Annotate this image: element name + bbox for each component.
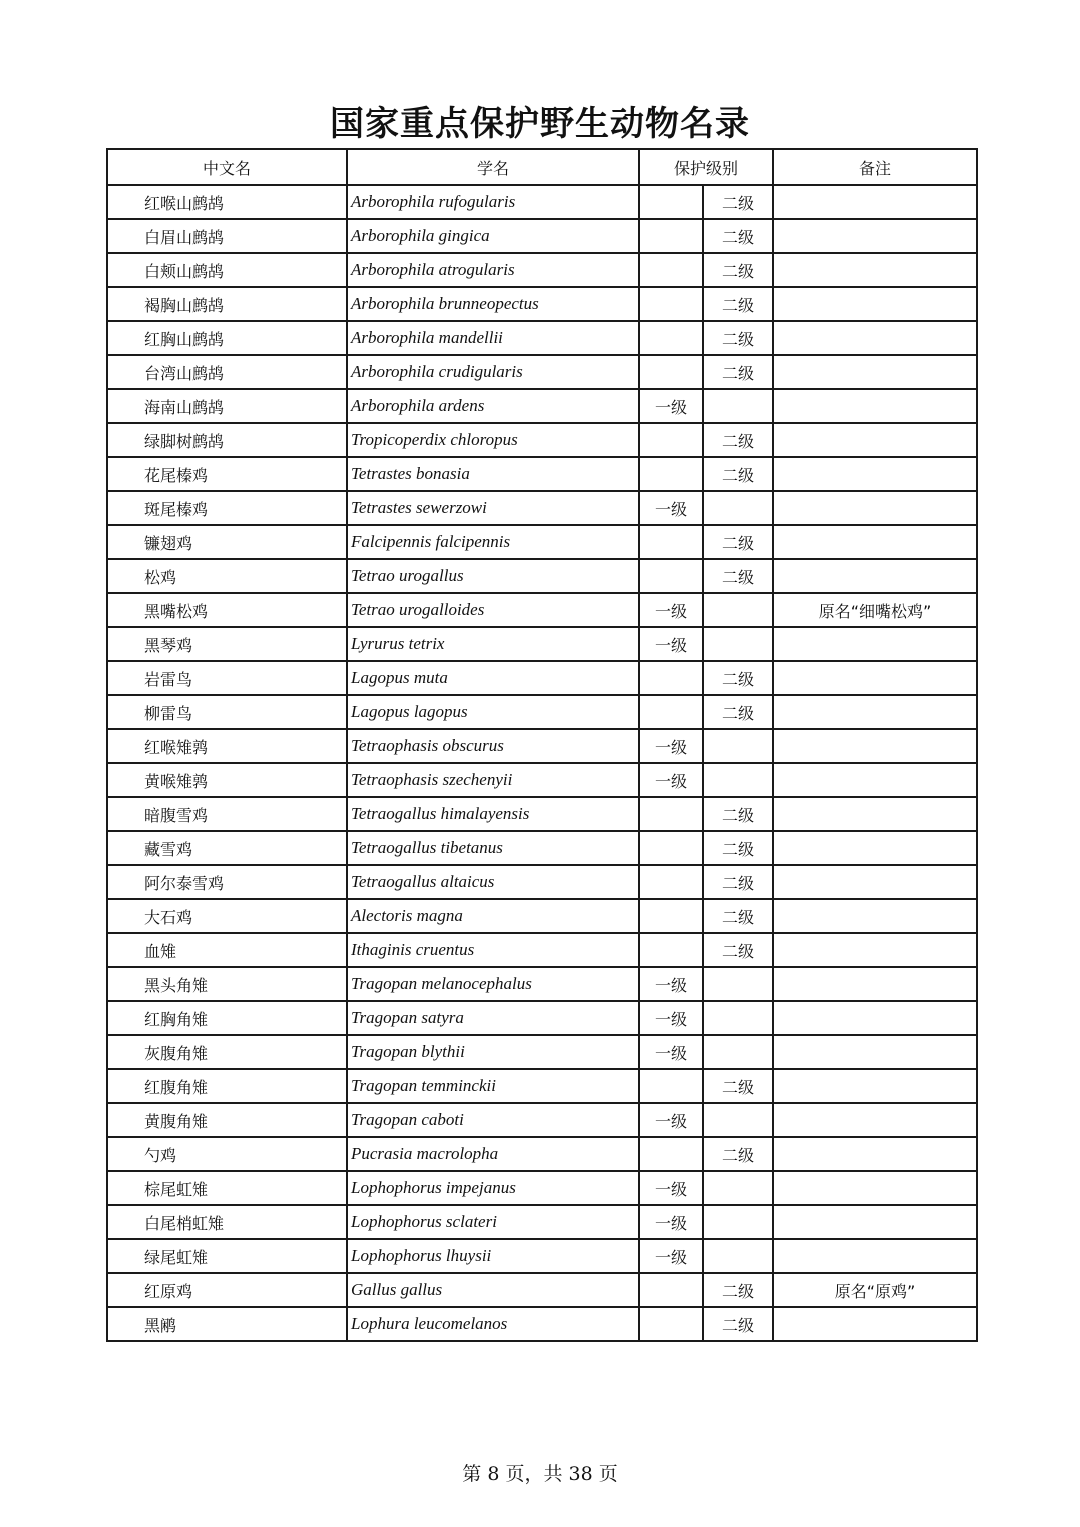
remarks-cell (773, 763, 977, 797)
remarks-cell (773, 899, 977, 933)
table-row (107, 321, 977, 355)
level-one-cell (639, 287, 703, 321)
table-row (107, 559, 977, 593)
remarks-cell (773, 695, 977, 729)
chinese-name-cell: 花尾榛鸡 (107, 457, 347, 491)
chinese-name-cell: 黑鹇 (107, 1307, 347, 1341)
remarks-cell (773, 1239, 977, 1273)
level-two-cell (703, 593, 773, 627)
header-chinese-name: 中文名 (107, 149, 347, 185)
level-one-cell: 一级 (639, 593, 703, 627)
page-title: 国家重点保护野生动物名录 (330, 104, 750, 144)
remarks-cell (773, 423, 977, 457)
level-one-cell (639, 321, 703, 355)
level-one-cell (639, 1307, 703, 1341)
chinese-name-cell: 绿尾虹雉 (107, 1239, 347, 1273)
table-row (107, 287, 977, 321)
level-one-cell (639, 1137, 703, 1171)
remarks-cell (773, 321, 977, 355)
level-two-cell: 二级 (703, 797, 773, 831)
scientific-name-cell: Tragopan satyra (347, 1001, 639, 1035)
chinese-name-cell: 红胸山鹧鸪 (107, 321, 347, 355)
level-two-cell (703, 1035, 773, 1069)
level-two-cell: 二级 (703, 1273, 773, 1307)
header-scientific-name: 学名 (347, 149, 639, 185)
table-row (107, 797, 977, 831)
chinese-name-cell: 血雉 (107, 933, 347, 967)
scientific-name-cell: Arborophila atrogularis (347, 253, 639, 287)
chinese-name-cell: 白尾梢虹雉 (107, 1205, 347, 1239)
chinese-name-cell: 绿脚树鹧鸪 (107, 423, 347, 457)
level-one-cell: 一级 (639, 1001, 703, 1035)
chinese-name-cell: 白眉山鹧鸪 (107, 219, 347, 253)
level-two-cell: 二级 (703, 185, 773, 219)
table-row (107, 1171, 977, 1205)
scientific-name-cell: Falcipennis falcipennis (347, 525, 639, 559)
scientific-name-cell: Arborophila brunneopectus (347, 287, 639, 321)
remarks-cell (773, 865, 977, 899)
level-one-cell (639, 219, 703, 253)
chinese-name-cell: 黄喉雉鹑 (107, 763, 347, 797)
level-two-cell (703, 1001, 773, 1035)
level-one-cell (639, 797, 703, 831)
scientific-name-cell: Arborophila rufogularis (347, 185, 639, 219)
table-row (107, 831, 977, 865)
chinese-name-cell: 柳雷鸟 (107, 695, 347, 729)
table-row (107, 763, 977, 797)
level-one-cell (639, 185, 703, 219)
scientific-name-cell: Tetraogallus tibetanus (347, 831, 639, 865)
table-row (107, 219, 977, 253)
scientific-name-cell: Tetraogallus himalayensis (347, 797, 639, 831)
scientific-name-cell: Tetrao urogallus (347, 559, 639, 593)
scientific-name-cell: Lagopus lagopus (347, 695, 639, 729)
scientific-name-cell: Tetrastes bonasia (347, 457, 639, 491)
remarks-cell (773, 525, 977, 559)
level-two-cell: 二级 (703, 831, 773, 865)
table-row (107, 1069, 977, 1103)
remarks-cell (773, 967, 977, 1001)
chinese-name-cell: 镰翅鸡 (107, 525, 347, 559)
remarks-cell (773, 253, 977, 287)
chinese-name-cell: 松鸡 (107, 559, 347, 593)
level-one-cell (639, 899, 703, 933)
chinese-name-cell: 红胸角雉 (107, 1001, 347, 1035)
remarks-cell (773, 729, 977, 763)
scientific-name-cell: Ithaginis cruentus (347, 933, 639, 967)
level-two-cell: 二级 (703, 1069, 773, 1103)
table-row (107, 729, 977, 763)
chinese-name-cell: 台湾山鹧鸪 (107, 355, 347, 389)
level-two-cell: 二级 (703, 899, 773, 933)
level-one-cell: 一级 (639, 1205, 703, 1239)
chinese-name-cell: 红喉雉鹑 (107, 729, 347, 763)
level-two-cell: 二级 (703, 1307, 773, 1341)
table-row (107, 661, 977, 695)
remarks-cell (773, 1137, 977, 1171)
table-row (107, 627, 977, 661)
table-row (107, 695, 977, 729)
remarks-cell (773, 355, 977, 389)
chinese-name-cell: 藏雪鸡 (107, 831, 347, 865)
level-two-cell: 二级 (703, 1137, 773, 1171)
remarks-cell (773, 559, 977, 593)
remarks-cell (773, 185, 977, 219)
level-two-cell (703, 1171, 773, 1205)
table-row (107, 355, 977, 389)
scientific-name-cell: Tragopan blythii (347, 1035, 639, 1069)
remarks-cell (773, 1069, 977, 1103)
scientific-name-cell: Lophophorus impejanus (347, 1171, 639, 1205)
chinese-name-cell: 黑琴鸡 (107, 627, 347, 661)
table-row (107, 491, 977, 525)
chinese-name-cell: 黑头角雉 (107, 967, 347, 1001)
level-two-cell (703, 491, 773, 525)
level-one-cell: 一级 (639, 491, 703, 525)
level-one-cell: 一级 (639, 729, 703, 763)
species-table (106, 148, 978, 1342)
level-one-cell (639, 253, 703, 287)
scientific-name-cell: Gallus gallus (347, 1273, 639, 1307)
scientific-name-cell: Arborophila ardens (347, 389, 639, 423)
scientific-name-cell: Tetraophasis obscurus (347, 729, 639, 763)
level-one-cell: 一级 (639, 627, 703, 661)
table-row (107, 899, 977, 933)
chinese-name-cell: 阿尔泰雪鸡 (107, 865, 347, 899)
table-row (107, 1273, 977, 1307)
chinese-name-cell: 灰腹角雉 (107, 1035, 347, 1069)
level-two-cell (703, 389, 773, 423)
remarks-cell (773, 491, 977, 525)
remarks-cell (773, 661, 977, 695)
table-row (107, 933, 977, 967)
scientific-name-cell: Tetraogallus altaicus (347, 865, 639, 899)
chinese-name-cell: 黑嘴松鸡 (107, 593, 347, 627)
level-one-cell (639, 525, 703, 559)
level-two-cell: 二级 (703, 457, 773, 491)
table-header-row (107, 149, 977, 185)
scientific-name-cell: Tragopan melanocephalus (347, 967, 639, 1001)
level-two-cell: 二级 (703, 661, 773, 695)
scientific-name-cell: Tragopan temminckii (347, 1069, 639, 1103)
level-two-cell (703, 1103, 773, 1137)
scientific-name-cell: Alectoris magna (347, 899, 639, 933)
scientific-name-cell: Tetrao urogalloides (347, 593, 639, 627)
scientific-name-cell: Tetraophasis szechenyii (347, 763, 639, 797)
remarks-cell (773, 219, 977, 253)
scientific-name-cell: Lagopus muta (347, 661, 639, 695)
scientific-name-cell: Lophophorus lhuysii (347, 1239, 639, 1273)
remarks-cell (773, 933, 977, 967)
table-row (107, 253, 977, 287)
chinese-name-cell: 海南山鹧鸪 (107, 389, 347, 423)
header-remarks: 备注 (773, 149, 977, 185)
level-one-cell: 一级 (639, 389, 703, 423)
scientific-name-cell: Arborophila mandellii (347, 321, 639, 355)
table-body (107, 185, 977, 1341)
level-two-cell (703, 1205, 773, 1239)
level-one-cell: 一级 (639, 1171, 703, 1205)
table-row (107, 1035, 977, 1069)
level-one-cell (639, 865, 703, 899)
chinese-name-cell: 棕尾虹雉 (107, 1171, 347, 1205)
level-two-cell: 二级 (703, 933, 773, 967)
level-two-cell: 二级 (703, 525, 773, 559)
level-one-cell (639, 695, 703, 729)
level-one-cell (639, 423, 703, 457)
table-row (107, 1239, 977, 1273)
remarks-cell (773, 831, 977, 865)
chinese-name-cell: 红喉山鹧鸪 (107, 185, 347, 219)
level-one-cell (639, 661, 703, 695)
table-row (107, 1205, 977, 1239)
scientific-name-cell: Tragopan caboti (347, 1103, 639, 1137)
chinese-name-cell: 暗腹雪鸡 (107, 797, 347, 831)
remarks-cell (773, 1205, 977, 1239)
remarks-cell (773, 457, 977, 491)
level-two-cell: 二级 (703, 865, 773, 899)
level-two-cell: 二级 (703, 423, 773, 457)
chinese-name-cell: 岩雷鸟 (107, 661, 347, 695)
table-row (107, 967, 977, 1001)
remarks-cell: 原名“原鸡” (773, 1273, 977, 1307)
level-one-cell (639, 1273, 703, 1307)
chinese-name-cell: 红腹角雉 (107, 1069, 347, 1103)
table-row (107, 389, 977, 423)
table-row (107, 525, 977, 559)
scientific-name-cell: Lophophorus sclateri (347, 1205, 639, 1239)
remarks-cell (773, 287, 977, 321)
chinese-name-cell: 斑尾榛鸡 (107, 491, 347, 525)
level-one-cell: 一级 (639, 1035, 703, 1069)
remarks-cell (773, 627, 977, 661)
scientific-name-cell: Tropicoperdix chloropus (347, 423, 639, 457)
level-one-cell: 一级 (639, 763, 703, 797)
chinese-name-cell: 红原鸡 (107, 1273, 347, 1307)
level-two-cell: 二级 (703, 321, 773, 355)
level-two-cell: 二级 (703, 219, 773, 253)
chinese-name-cell: 白颊山鹧鸪 (107, 253, 347, 287)
level-two-cell: 二级 (703, 695, 773, 729)
level-two-cell (703, 729, 773, 763)
remarks-cell (773, 1103, 977, 1137)
level-one-cell (639, 457, 703, 491)
scientific-name-cell: Pucrasia macrolopha (347, 1137, 639, 1171)
table-row (107, 1001, 977, 1035)
level-one-cell (639, 559, 703, 593)
table-row (107, 593, 977, 627)
level-one-cell (639, 1069, 703, 1103)
level-two-cell: 二级 (703, 253, 773, 287)
level-two-cell: 二级 (703, 287, 773, 321)
remarks-cell (773, 1001, 977, 1035)
header-protection-level: 保护级别 (639, 149, 773, 185)
table-row (107, 185, 977, 219)
table-row (107, 865, 977, 899)
remarks-cell (773, 389, 977, 423)
chinese-name-cell: 大石鸡 (107, 899, 347, 933)
scientific-name-cell: Arborophila gingica (347, 219, 639, 253)
level-one-cell: 一级 (639, 1239, 703, 1273)
scientific-name-cell: Lophura leucomelanos (347, 1307, 639, 1341)
scientific-name-cell: Arborophila crudigularis (347, 355, 639, 389)
page-number: 第 8 页，共 38 页 (462, 1463, 618, 1485)
level-one-cell (639, 355, 703, 389)
level-two-cell (703, 967, 773, 1001)
table-row (107, 1307, 977, 1341)
remarks-cell (773, 1171, 977, 1205)
table-row (107, 457, 977, 491)
chinese-name-cell: 褐胸山鹧鸪 (107, 287, 347, 321)
table-row (107, 1103, 977, 1137)
remarks-cell (773, 1307, 977, 1341)
remarks-cell (773, 1035, 977, 1069)
level-two-cell (703, 627, 773, 661)
chinese-name-cell: 黄腹角雉 (107, 1103, 347, 1137)
level-one-cell (639, 831, 703, 865)
remarks-cell: 原名“细嘴松鸡” (773, 593, 977, 627)
level-one-cell: 一级 (639, 967, 703, 1001)
level-two-cell: 二级 (703, 559, 773, 593)
level-one-cell: 一级 (639, 1103, 703, 1137)
level-two-cell: 二级 (703, 355, 773, 389)
level-one-cell (639, 933, 703, 967)
chinese-name-cell: 勺鸡 (107, 1137, 347, 1171)
level-two-cell (703, 1239, 773, 1273)
scientific-name-cell: Tetrastes sewerzowi (347, 491, 639, 525)
table-row (107, 1137, 977, 1171)
remarks-cell (773, 797, 977, 831)
level-two-cell (703, 763, 773, 797)
scientific-name-cell: Lyrurus tetrix (347, 627, 639, 661)
table-row (107, 423, 977, 457)
